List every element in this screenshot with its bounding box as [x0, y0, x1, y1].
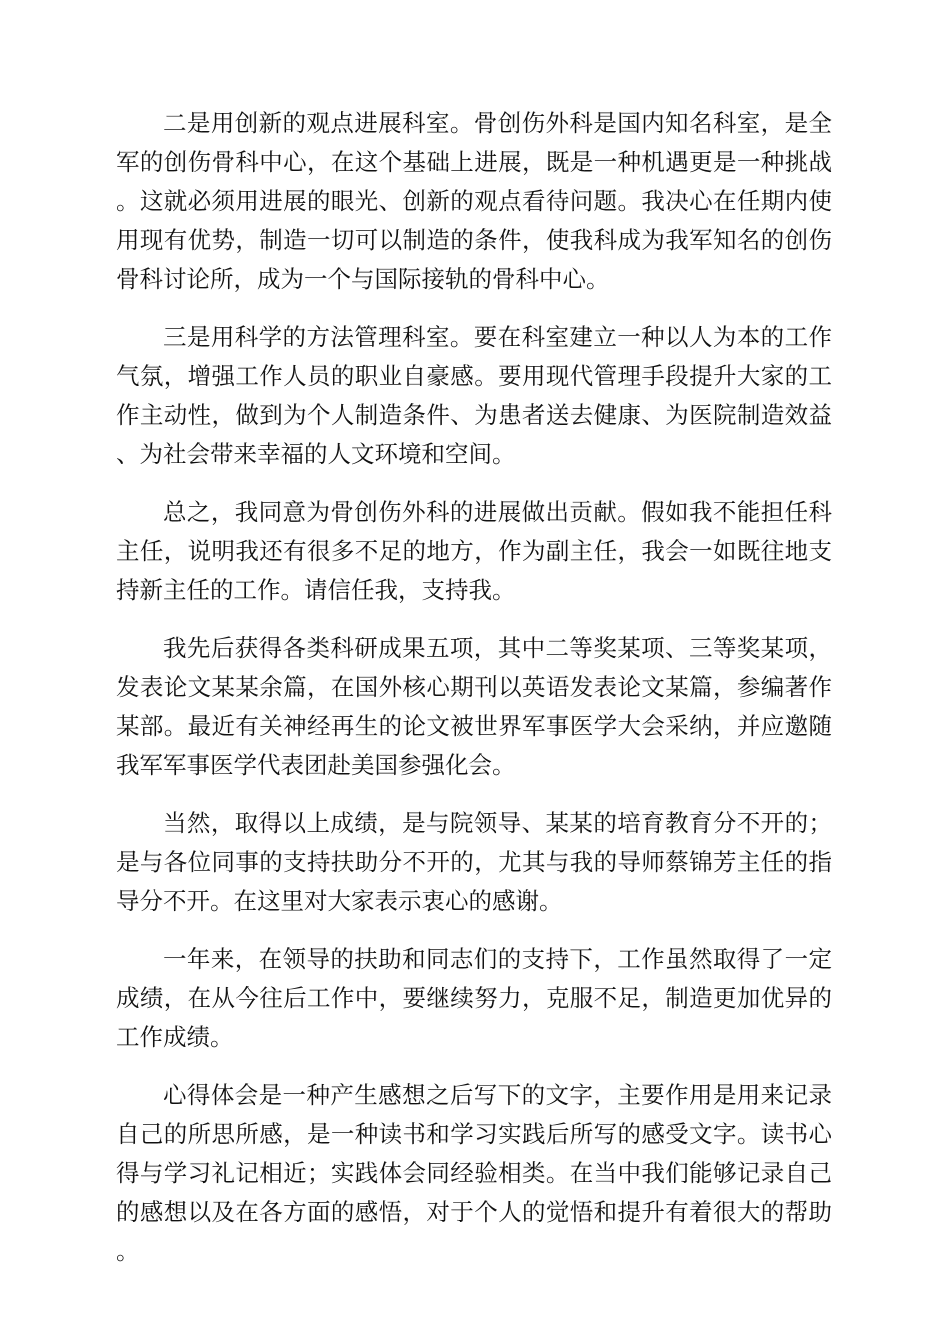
paragraph-innovation: 二是用创新的观点进展科室。骨创伤外科是国内知名科室，是全军的创伤骨科中心，在这个基础上进展，既是一种机遇更是一种挑战。这就必须用进展的眼光、创新的观点看待问题。我决心在任期内使用现有优势，制造一切可以制造的条件，使我科成为我军知名的创伤骨科讨论所，成为一个与国际接轨的骨科中心。 [116, 109, 832, 293]
paragraph-management: 三是用科学的方法管理科室。要在科室建立一种以人为本的工作气氛，增强工作人员的职业自豪感。要用现代管理手段提升大家的工作主动性，做到为个人制造条件、为患者送去健康、为医院制造效益、为社会带来幸福的人文环境和空间。 [116, 323, 832, 468]
paragraph-acknowledgement: 当然，取得以上成绩，是与院领导、某某的培育教育分不开的；是与各位同事的支持扶助分不开的，尤其与我的导师蔡锦芳主任的指导分不开。在这里对大家表示衷心的感谢。 [116, 809, 832, 915]
paragraph-year-summary: 一年来，在领导的扶助和同志们的支持下，工作虽然取得了一定成绩，在从今往后工作中，要继续努力，克服不足，制造更加优异的工作成绩。 [116, 945, 832, 1051]
paragraph-reflection: 心得体会是一种产生感想之后写下的文字，主要作用是用来记录自己的所思所感，是一种读书和学习实践后所写的感受文字。读书心得与学习礼记相近；实践体会同经验相类。在当中我们能够记录自己的感想以及在各方面的感悟，对于个人的觉悟和提升有着很大的帮助。 [116, 1081, 832, 1265]
paragraph-conclusion: 总之，我同意为骨创伤外科的进展做出贡献。假如我不能担任科主任，说明我还有很多不足的地方，作为副主任，我会一如既往地支持新主任的工作。请信任我，支持我。 [116, 498, 832, 604]
paragraph-research-achievements: 我先后获得各类科研成果五项，其中二等奖某项、三等奖某项，发表论文某某余篇，在国外核心期刊以英语发表论文某篇，参编著作某部。最近有关神经再生的论文被世界军事医学大会采纳，并应邀随我军军事医学代表团赴美国参强化会。 [116, 634, 832, 779]
document-body [116, 104, 832, 1290]
